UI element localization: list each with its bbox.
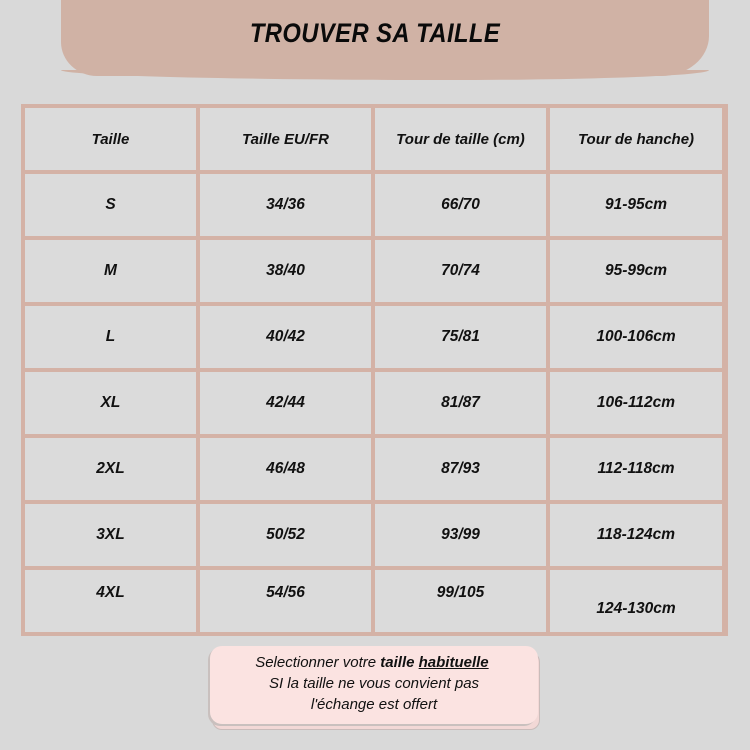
hip-size: 100-106cm xyxy=(550,306,722,368)
size-label: L xyxy=(25,306,196,368)
table-row xyxy=(25,372,724,434)
size-label: XL xyxy=(25,372,196,434)
eu-fr-size: 46/48 xyxy=(200,438,371,500)
hip-size: 95-99cm xyxy=(550,240,722,302)
eu-fr-size: 34/36 xyxy=(200,174,371,236)
table-row xyxy=(25,570,724,632)
hip-size: 118-124cm xyxy=(550,504,722,566)
hip-size: 106-112cm xyxy=(550,372,722,434)
eu-fr-size: 40/42 xyxy=(200,306,371,368)
table-header-row xyxy=(25,108,724,170)
note-line-1-underlined: habituelle xyxy=(418,654,489,671)
page-title: TROUVER SA TAILLE xyxy=(249,18,501,48)
table-row xyxy=(25,240,724,302)
size-chart-table xyxy=(21,104,728,636)
hip-size: 91-95cm xyxy=(550,174,722,236)
table-row xyxy=(25,306,724,368)
eu-fr-size: 38/40 xyxy=(200,240,371,302)
size-label: M xyxy=(25,240,196,302)
waist-size: 93/99 xyxy=(375,504,546,566)
note-line-1-prefix: Selectionner votre xyxy=(255,654,381,671)
table-row xyxy=(25,438,724,500)
waist-size: 81/87 xyxy=(375,372,546,434)
eu-fr-size: 42/44 xyxy=(200,372,371,434)
waist-size: 70/74 xyxy=(375,240,546,302)
header-tour-de-taille: Tour de taille (cm) xyxy=(375,108,546,170)
size-label: 3XL xyxy=(25,504,196,566)
table-row xyxy=(25,504,724,566)
header-taille-eu-fr: Taille EU/FR xyxy=(200,108,371,170)
note-line-3: l'échange est offert xyxy=(310,696,438,713)
hip-size: 112-118cm xyxy=(550,438,722,500)
header-taille: Taille xyxy=(25,108,196,170)
size-label: 2XL xyxy=(25,438,196,500)
header-tour-de-hanche: Tour de hanche) xyxy=(550,108,722,170)
size-label: 4XL xyxy=(25,570,196,632)
waist-size: 75/81 xyxy=(375,306,546,368)
waist-size: 87/93 xyxy=(375,438,546,500)
size-label: S xyxy=(25,174,196,236)
hip-size: 124-130cm xyxy=(550,570,722,632)
size-advice-note xyxy=(210,646,538,724)
note-line-1 xyxy=(210,652,538,673)
note-line-2: SI la taille ne vous convient pas xyxy=(268,675,480,692)
table-row xyxy=(25,174,724,236)
waist-size: 66/70 xyxy=(375,174,546,236)
eu-fr-size: 50/52 xyxy=(200,504,371,566)
waist-size: 99/105 xyxy=(375,570,546,632)
note-line-1-bold: taille xyxy=(380,654,415,671)
eu-fr-size: 54/56 xyxy=(200,570,371,632)
